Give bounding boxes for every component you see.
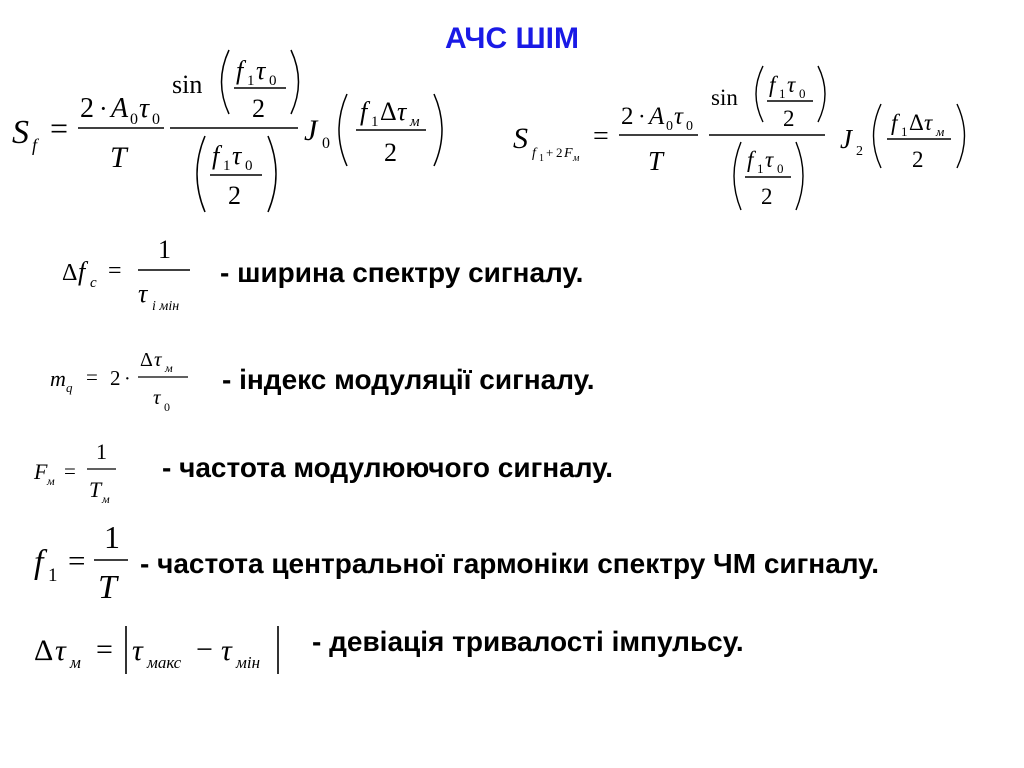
- s-f-dot: ·: [99, 94, 108, 123]
- f-1-num: 1: [104, 519, 120, 555]
- s-f-den: T: [110, 141, 127, 174]
- s-side-paren-r-3: [957, 104, 965, 168]
- s-side-f-3: f: [891, 110, 898, 135]
- delta-tau-sub: м: [70, 653, 81, 672]
- s-f-tau-3: τ: [232, 141, 242, 170]
- s-side-f-sub-2: 1: [757, 161, 764, 176]
- f-m-num: 1: [96, 439, 107, 464]
- delta-tau-abs-tau-1: τ: [132, 634, 143, 667]
- s-f-paren-r-3: [434, 94, 442, 166]
- delta-tau-abs-sub-2: мін: [236, 653, 261, 672]
- m-q-den-sub: 0: [164, 400, 170, 414]
- s-side-tau-sub-3: 0: [777, 161, 784, 176]
- f-m-T: T: [89, 477, 102, 502]
- s-f-sin: sin: [172, 70, 203, 99]
- m-q-coef: 2: [110, 366, 121, 390]
- s-f-f-1: f: [236, 56, 244, 85]
- s-side-f-sub-3: 1: [901, 124, 908, 139]
- desc-modulation-index: - індекс модуляції сигналу.: [222, 364, 595, 395]
- s-f-bessel: J: [304, 114, 318, 147]
- s-side-tau-sub: 0: [686, 119, 693, 134]
- f-m-equals: =: [64, 459, 76, 483]
- s-side-sub-f: f: [532, 146, 536, 161]
- s-f-f-sub-3: 1: [371, 114, 379, 130]
- m-q-dot: ·: [124, 368, 131, 390]
- s-side-two-1: 2: [783, 106, 795, 131]
- formula-delta-fc: [60, 228, 210, 323]
- s-side-tau-2: τ: [787, 72, 796, 97]
- s-f-amp-sub: 0: [130, 111, 138, 128]
- desc-pulse-deviation: - девіація тривалості імпульсу.: [312, 626, 744, 657]
- delta-tau-abs-tau-2: τ: [221, 634, 232, 667]
- s-f-equals: =: [50, 110, 69, 146]
- s-f-paren-r-2: [268, 136, 276, 212]
- s-f-two-3: 2: [384, 138, 397, 167]
- s-side-tau-4: τ: [924, 110, 933, 135]
- desc-central-harmonic: - частота центральної гармоніки спектру ЧМ сигналу.: [140, 548, 880, 579]
- delta-tau-abs-sub-1: макс: [147, 653, 182, 672]
- delta-tau-equals: =: [96, 633, 113, 666]
- s-side-amp: A: [649, 103, 665, 130]
- m-q-delta: Δ: [140, 349, 153, 371]
- s-side-tau-m-sub: м: [936, 124, 945, 139]
- s-f-tau-sub: 0: [152, 111, 160, 128]
- s-f-lhs: S: [12, 114, 29, 151]
- delta-fc-tau-sub: і мін: [152, 299, 180, 314]
- s-side-coef: 2: [621, 103, 634, 130]
- delta-tau-tau: τ: [55, 634, 66, 667]
- s-side-tau-3: τ: [765, 147, 774, 172]
- s-side-sub-F: F: [564, 146, 573, 161]
- s-f-tau-m-sub: м: [410, 114, 420, 130]
- formula-s-f: [0, 40, 470, 220]
- s-f-two-1: 2: [252, 94, 265, 123]
- m-q-den-tau: τ: [153, 385, 161, 409]
- s-side-lhs: S: [513, 122, 528, 155]
- s-side-f-2: f: [747, 147, 754, 172]
- delta-fc-f: f: [78, 257, 86, 286]
- s-side-f-sub-1: 1: [779, 86, 786, 101]
- s-side-dot: ·: [638, 104, 646, 129]
- f-1-equals: =: [68, 543, 86, 578]
- delta-fc-equals: =: [108, 258, 122, 284]
- s-f-tau-4: τ: [397, 97, 407, 126]
- s-f-bessel-sub: 0: [322, 135, 330, 152]
- f-1-den: T: [98, 569, 117, 606]
- s-f-tau-sub-3: 0: [245, 158, 253, 174]
- delta-tau-delta: Δ: [34, 634, 54, 667]
- f-m-sub: м: [47, 474, 55, 488]
- s-f-f-2: f: [212, 141, 220, 170]
- s-f-delta: Δ: [380, 97, 397, 126]
- f-m-T-sub: м: [102, 492, 110, 506]
- s-side-paren-l-1: [756, 66, 763, 122]
- s-f-f-3: f: [360, 97, 368, 126]
- s-f-two-2: 2: [228, 181, 241, 210]
- s-side-tau: τ: [674, 103, 683, 130]
- s-side-paren-l-2: [734, 142, 741, 210]
- s-side-two-2: 2: [761, 184, 773, 209]
- f-1-sub: 1: [48, 565, 58, 586]
- s-f-paren-l-1: [222, 50, 230, 114]
- m-q-m: m: [50, 366, 66, 391]
- s-side-delta: Δ: [909, 110, 924, 135]
- s-side-paren-r-2: [796, 142, 803, 210]
- s-f-tau-2: τ: [256, 56, 266, 85]
- delta-fc-delta: Δ: [62, 260, 78, 286]
- s-side-paren-r-1: [818, 66, 825, 122]
- f-1-f: f: [34, 544, 44, 581]
- s-f-tau: τ: [139, 93, 150, 124]
- s-side-tau-sub-2: 0: [799, 86, 806, 101]
- formula-m-q: [48, 340, 208, 420]
- delta-fc-tau: τ: [138, 279, 148, 308]
- desc-spectrum-width: - ширина спектру сигналу.: [220, 257, 584, 288]
- s-side-sub-1: 1: [539, 153, 544, 164]
- f-m-F: F: [34, 459, 48, 484]
- s-side-two-3: 2: [912, 147, 924, 172]
- s-f-f-sub-2: 1: [223, 158, 231, 174]
- formula-f-1: [30, 510, 140, 610]
- s-side-den: T: [648, 146, 664, 176]
- m-q-sub: q: [66, 380, 73, 395]
- s-f-coef: 2: [80, 93, 94, 124]
- delta-fc-num: 1: [158, 235, 171, 264]
- s-f-paren-l-2: [197, 136, 205, 212]
- m-q-tau-sub: м: [165, 361, 173, 375]
- s-side-sub-plus: +: [546, 145, 554, 160]
- delta-tau-minus: −: [196, 633, 213, 666]
- m-q-equals: =: [86, 365, 98, 389]
- s-f-amp: A: [111, 93, 129, 124]
- s-side-sub-2: 2: [556, 145, 563, 160]
- s-f-lhs-sub: f: [32, 135, 38, 155]
- delta-fc-sub: c: [90, 275, 97, 291]
- formula-s-side: [505, 58, 985, 223]
- s-side-sin: sin: [711, 85, 738, 110]
- s-side-bessel-sub: 2: [856, 144, 863, 159]
- s-side-sub-m: м: [573, 153, 580, 164]
- m-q-tau: τ: [154, 347, 162, 371]
- formula-delta-tau: [30, 618, 300, 688]
- s-side-equals: =: [593, 121, 609, 152]
- formula-f-m: [32, 432, 132, 512]
- slide-title: АЧС ШІМ: [445, 22, 579, 55]
- s-f-paren-r-1: [291, 50, 299, 114]
- s-f-paren-l-3: [339, 94, 347, 166]
- s-side-bessel: J: [840, 124, 852, 154]
- s-f-tau-sub-2: 0: [269, 73, 277, 89]
- s-side-f-1: f: [769, 72, 776, 97]
- s-f-f-sub-1: 1: [247, 73, 255, 89]
- desc-modulating-frequency: - частота модулюючого сигналу.: [162, 452, 614, 483]
- s-side-paren-l-3: [874, 104, 882, 168]
- s-side-amp-sub: 0: [666, 119, 673, 134]
